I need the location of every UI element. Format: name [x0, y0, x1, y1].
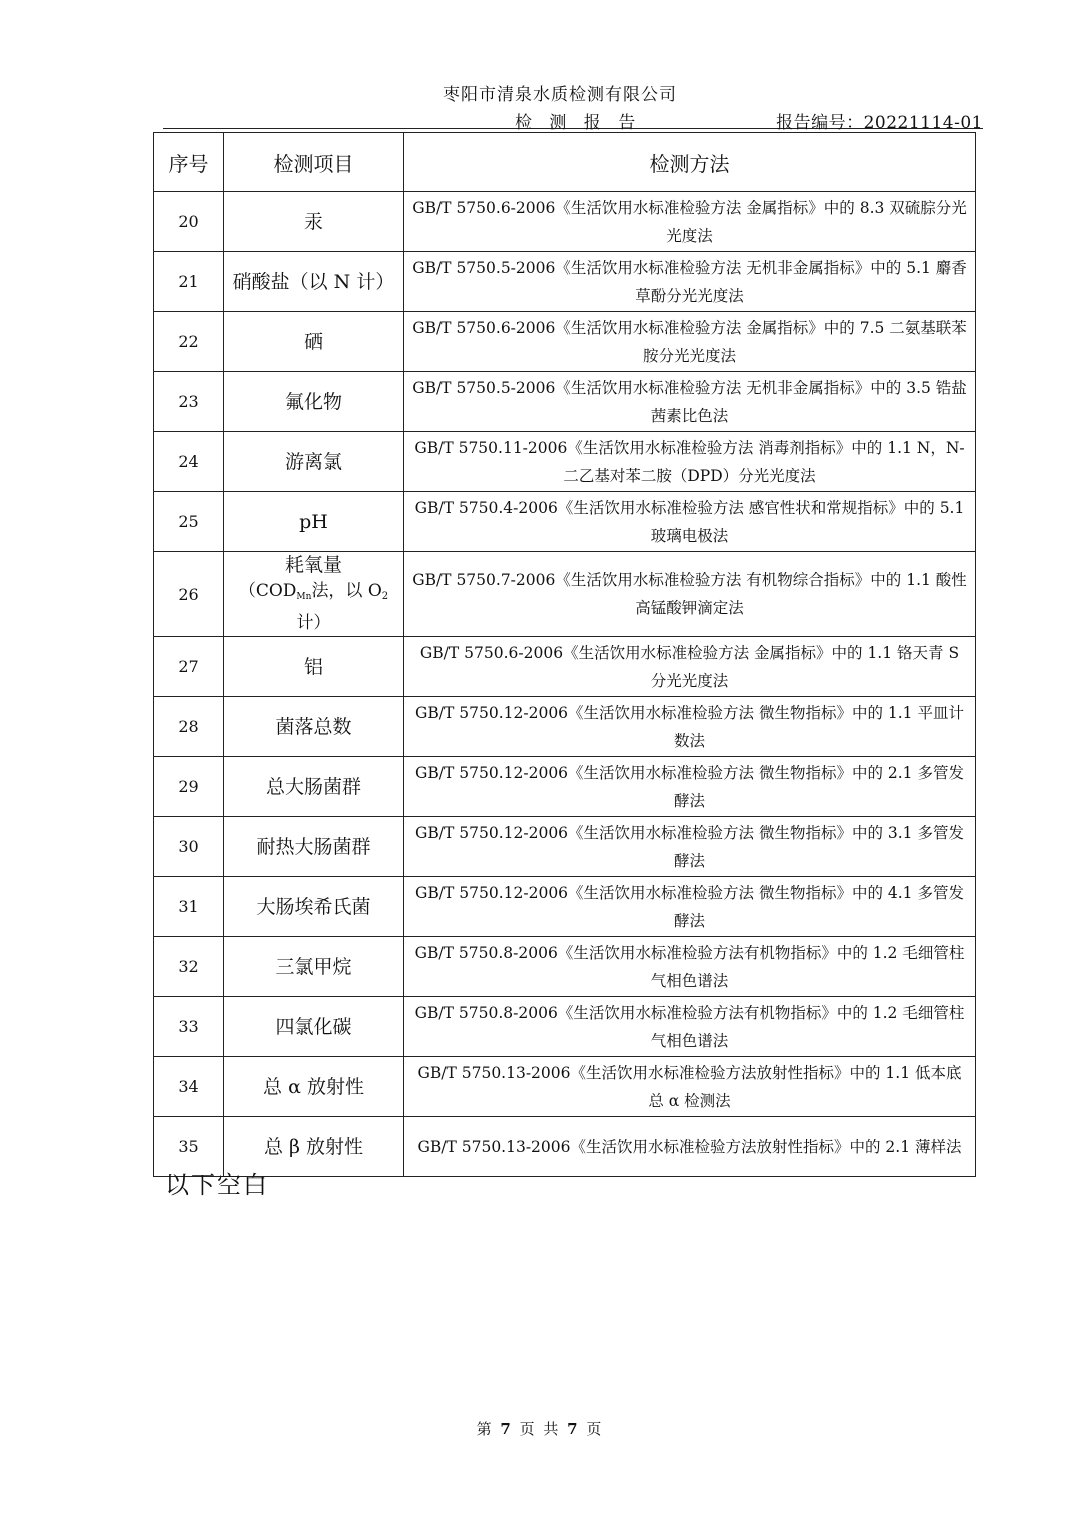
row-no: 21 [154, 252, 224, 312]
row-method: GB/T 5750.12-2006《生活饮用水标准检验方法 微生物指标》中的 4.1 多管发酵法 [404, 877, 976, 937]
row-item: 耐热大肠菌群 [224, 817, 404, 877]
row-no: 23 [154, 372, 224, 432]
row-no: 32 [154, 937, 224, 997]
test-methods-table [153, 132, 976, 1177]
table-row [154, 937, 976, 997]
blank-note: 以下空白 [165, 1171, 269, 1199]
row-no: 27 [154, 637, 224, 697]
row-method: GB/T 5750.5-2006《生活饮用水标准检验方法 无机非金属指标》中的 3.5 锆盐茜素比色法 [404, 372, 976, 432]
table-row [154, 1057, 976, 1117]
row-method: GB/T 5750.13-2006《生活饮用水标准检验方法放射性指标》中的 1.1 低本底总 α 检测法 [404, 1057, 976, 1117]
row-no: 22 [154, 312, 224, 372]
row-item-line1: 耗氧量 [284, 554, 342, 576]
table-row [154, 492, 976, 552]
row-method: GB/T 5750.4-2006《生活饮用水标准检验方法 感官性状和常规指标》中的 5.1 玻璃电极法 [404, 492, 976, 552]
row-method: GB/T 5750.5-2006《生活饮用水标准检验方法 无机非金属指标》中的 5.1 麝香草酚分光光度法 [404, 252, 976, 312]
row-method: GB/T 5750.11-2006《生活饮用水标准检验方法 消毒剂指标》中的 1.1 N，N-二乙基对苯二胺（DPD）分光光度法 [404, 432, 976, 492]
row-item: 铝 [224, 637, 404, 697]
row-method: GB/T 5750.6-2006《生活饮用水标准检验方法 金属指标》中的 1.1 铬天青 S 分光光度法 [404, 637, 976, 697]
table-row [154, 877, 976, 937]
row-item: 三氯甲烷 [224, 937, 404, 997]
row-method: GB/T 5750.12-2006《生活饮用水标准检验方法 微生物指标》中的 2.1 多管发酵法 [404, 757, 976, 817]
header-item: 检测项目 [224, 133, 404, 192]
row-item: 四氯化碳 [224, 997, 404, 1057]
row-method: GB/T 5750.12-2006《生活饮用水标准检验方法 微生物指标》中的 1.1 平皿计数法 [404, 697, 976, 757]
row-item: 氟化物 [224, 372, 404, 432]
row-item: 大肠埃希氏菌 [224, 877, 404, 937]
row-no: 20 [154, 192, 224, 252]
row-no: 30 [154, 817, 224, 877]
table-row [154, 757, 976, 817]
footer-mid: 页 共 [519, 1420, 561, 1438]
row-item: 菌落总数 [224, 697, 404, 757]
row-no: 34 [154, 1057, 224, 1117]
row-item [224, 552, 404, 637]
row-no: 24 [154, 432, 224, 492]
row-item-part-c: 计） [296, 613, 331, 633]
row-method: GB/T 5750.7-2006《生活饮用水标准检验方法 有机物综合指标》中的 1.1 酸性高锰酸钾滴定法 [404, 552, 976, 637]
table-header-row [154, 133, 976, 192]
row-method: GB/T 5750.13-2006《生活饮用水标准检验方法放射性指标》中的 2.1 薄样法 [404, 1117, 976, 1177]
table-row [154, 192, 976, 252]
row-item: 硝酸盐（以 N 计） [224, 252, 404, 312]
row-item: 总 α 放射性 [224, 1057, 404, 1117]
row-method: GB/T 5750.12-2006《生活饮用水标准检验方法 微生物指标》中的 3.1 多管发酵法 [404, 817, 976, 877]
row-item-line2 [224, 578, 403, 636]
row-item: 游离氯 [224, 432, 404, 492]
row-method: GB/T 5750.8-2006《生活饮用水标准检验方法有机物指标》中的 1.2 毛细管柱气相色谱法 [404, 997, 976, 1057]
footer-suffix: 页 [586, 1420, 604, 1438]
footer-total-pages: 7 [567, 1420, 580, 1438]
table-row [154, 637, 976, 697]
company-name: 枣阳市清泉水质检测有限公司 [443, 85, 677, 105]
table-row [154, 1117, 976, 1177]
row-item-part-b: 法，以 O [311, 581, 382, 601]
footer-prefix: 第 [476, 1420, 494, 1438]
row-no: 25 [154, 492, 224, 552]
row-item-part-a: （COD [238, 581, 297, 601]
row-method: GB/T 5750.6-2006《生活饮用水标准检验方法 金属指标》中的 7.5 二氨基联苯胺分光光度法 [404, 312, 976, 372]
table-row [154, 312, 976, 372]
table-row [154, 432, 976, 492]
table-row [154, 372, 976, 432]
row-no: 29 [154, 757, 224, 817]
report-subheader [163, 106, 983, 133]
header-method: 检测方法 [404, 133, 976, 192]
footer-page-number: 7 [500, 1420, 513, 1438]
row-no: 35 [154, 1117, 224, 1177]
row-no: 28 [154, 697, 224, 757]
row-no: 26 [154, 552, 224, 637]
row-item: 总 β 放射性 [224, 1117, 404, 1177]
table-row [154, 252, 976, 312]
row-method: GB/T 5750.8-2006《生活饮用水标准检验方法有机物指标》中的 1.2 毛细管柱气相色谱法 [404, 937, 976, 997]
row-item: 硒 [224, 312, 404, 372]
report-number: 报告编号：20221114-01 [776, 113, 983, 133]
row-item: 汞 [224, 192, 404, 252]
row-item-subscript-2: 2 [381, 591, 389, 602]
table-row [154, 697, 976, 757]
header-no: 序号 [154, 133, 224, 192]
row-item: pH [224, 492, 404, 552]
table-row [154, 817, 976, 877]
row-method: GB/T 5750.6-2006《生活饮用水标准检验方法 金属指标》中的 8.3 双硫腙分光光度法 [404, 192, 976, 252]
page-footer [0, 1418, 1080, 1439]
row-no: 31 [154, 877, 224, 937]
report-title: 检 测 报 告 [515, 113, 642, 133]
row-item-subscript-mn: Mn [296, 592, 312, 602]
row-item: 总大肠菌群 [224, 757, 404, 817]
row-no: 33 [154, 997, 224, 1057]
table-row [154, 552, 976, 637]
table-row [154, 997, 976, 1057]
